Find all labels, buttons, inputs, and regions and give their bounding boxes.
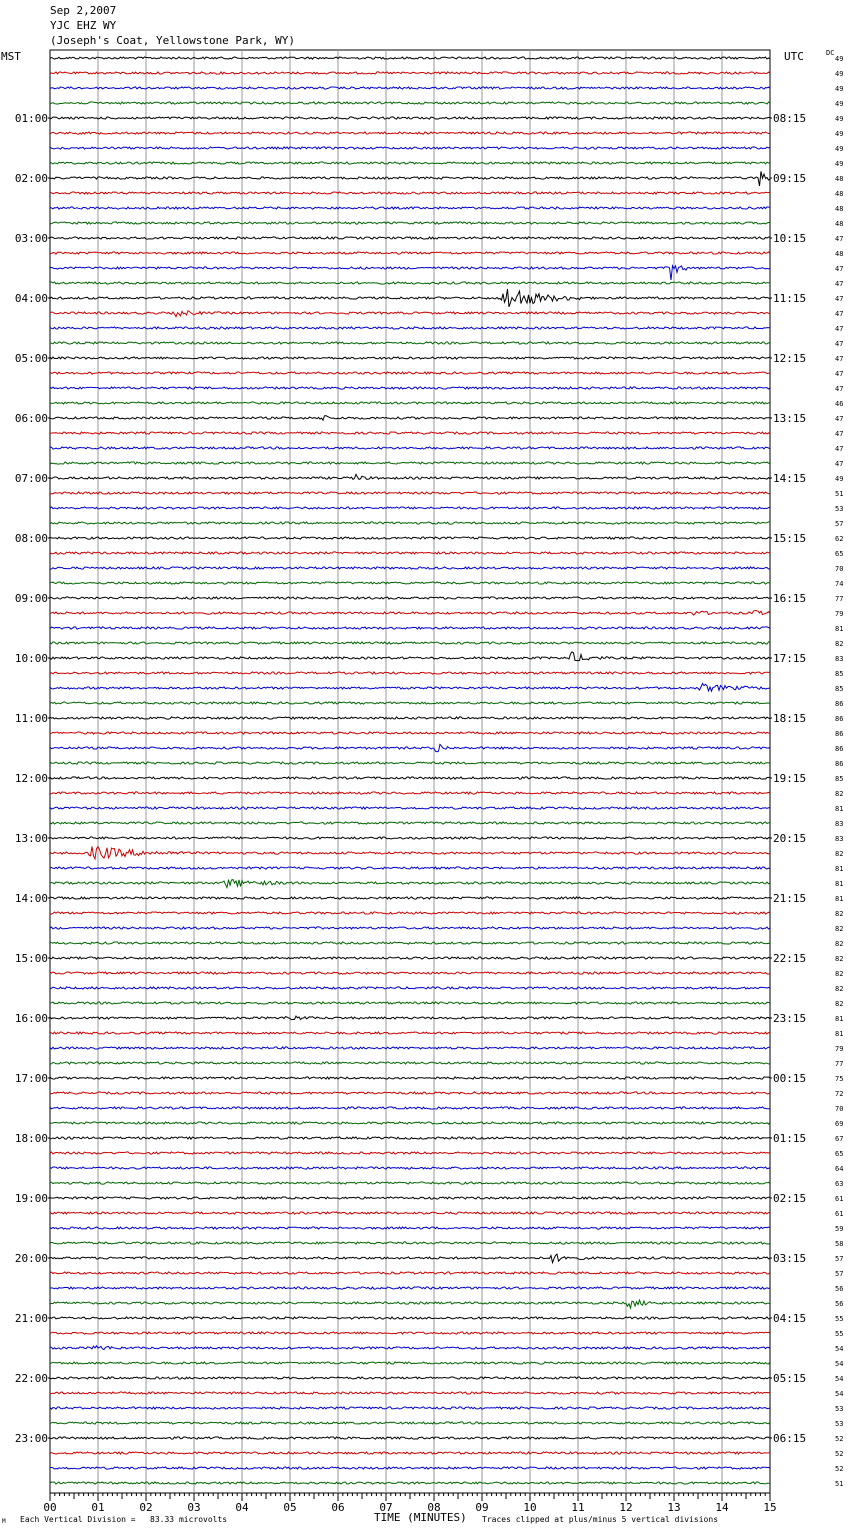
seismic-trace	[50, 642, 770, 644]
dc-offset-label: 79	[835, 1045, 844, 1053]
seismic-trace	[50, 1332, 770, 1334]
mst-time-label: 20:00	[14, 1252, 48, 1265]
seismic-trace	[50, 611, 770, 615]
dc-offset-label: 61	[835, 1195, 844, 1203]
plot-date: Sep 2,2007	[50, 4, 117, 17]
dc-offset-label: 47	[835, 325, 844, 333]
seismic-trace	[50, 567, 770, 569]
left-axis-title: MST	[1, 50, 21, 63]
seismic-trace	[50, 1392, 770, 1394]
dc-offset-label: 85	[835, 670, 844, 678]
dc-offset-label: 85	[835, 775, 844, 783]
dc-offset-label: 82	[835, 640, 844, 648]
seismic-trace	[50, 717, 770, 719]
seismic-trace	[50, 792, 770, 794]
dc-offset-label: 61	[835, 1210, 844, 1218]
seismic-trace	[50, 1152, 770, 1154]
utc-time-label: 06:15	[773, 1432, 807, 1445]
x-tick-label: 09	[475, 1501, 489, 1514]
dc-offset-label: 81	[835, 805, 844, 813]
seismic-trace	[50, 1300, 770, 1308]
dc-offset-label: 65	[835, 550, 844, 558]
dc-offset-label: 46	[835, 400, 844, 408]
dc-offset-label: 49	[835, 70, 844, 78]
utc-time-label: 04:15	[773, 1312, 807, 1325]
seismic-trace	[50, 822, 770, 824]
seismic-trace	[50, 672, 770, 674]
utc-time-label: 10:15	[773, 232, 807, 245]
mst-time-label: 16:00	[14, 1012, 48, 1025]
seismic-trace	[50, 597, 770, 599]
x-tick-label: 14	[715, 1501, 729, 1514]
seismic-trace	[50, 402, 770, 404]
utc-time-label: 18:15	[773, 712, 807, 725]
dc-offset-label: 63	[835, 1180, 844, 1188]
scale-note: Each Vertical Division = 83.33 microvolts	[20, 1515, 228, 1524]
dc-offset-label: 64	[835, 1165, 844, 1173]
dc-offset-label: 49	[835, 115, 844, 123]
dc-offset-label: 81	[835, 1030, 844, 1038]
mst-time-label: 09:00	[14, 592, 48, 605]
seismic-trace	[50, 342, 770, 344]
seismic-trace	[50, 162, 770, 164]
seismic-trace	[50, 522, 770, 524]
seismic-trace	[50, 1197, 770, 1199]
seismic-trace	[50, 171, 770, 186]
seismic-trace	[50, 102, 770, 104]
x-tick-label: 02	[139, 1501, 153, 1514]
dc-offset-label: 49	[835, 85, 844, 93]
dc-offset-label: 81	[835, 895, 844, 903]
station-location: (Joseph's Coat, Yellowstone Park, WY)	[50, 34, 296, 47]
mst-time-label: 07:00	[14, 472, 48, 485]
mst-time-label: 12:00	[14, 772, 48, 785]
dc-offset-label: 55	[835, 1330, 844, 1338]
dc-offset-label: 81	[835, 880, 844, 888]
seismic-trace	[50, 237, 770, 239]
seismic-trace	[50, 627, 770, 629]
seismic-trace	[50, 1287, 770, 1289]
dc-offset-label: 47	[835, 445, 844, 453]
dc-offset-label: 47	[835, 355, 844, 363]
dc-offset-label: 47	[835, 415, 844, 423]
mst-time-label: 21:00	[14, 1312, 48, 1325]
dc-offset-label: 47	[835, 265, 844, 273]
dc-offset-label: 82	[835, 850, 844, 858]
seismic-trace	[50, 987, 770, 989]
seismic-trace	[50, 537, 770, 539]
mst-time-label: 19:00	[14, 1192, 48, 1205]
dc-offset-label: 77	[835, 595, 844, 603]
utc-time-label: 23:15	[773, 1012, 807, 1025]
dc-offset-label: 58	[835, 1240, 844, 1248]
seismic-trace	[50, 432, 770, 434]
mst-time-label: 11:00	[14, 712, 48, 725]
seismic-trace	[50, 1092, 770, 1094]
utc-time-label: 00:15	[773, 1072, 807, 1085]
dc-offset-label: 56	[835, 1300, 844, 1308]
seismic-trace	[50, 1167, 770, 1169]
dc-offset-label: 52	[835, 1435, 844, 1443]
dc-offset-label: 57	[835, 1270, 844, 1278]
dc-offset-label: 82	[835, 1000, 844, 1008]
mst-time-label: 03:00	[14, 232, 48, 245]
seismic-trace	[50, 1422, 770, 1424]
seismic-trace	[50, 1227, 770, 1229]
seismic-trace	[50, 684, 770, 692]
seismic-trace	[50, 1346, 770, 1350]
utc-time-label: 12:15	[773, 352, 807, 365]
mst-time-label: 08:00	[14, 532, 48, 545]
dc-offset-label: 75	[835, 1075, 844, 1083]
mst-time-label: 14:00	[14, 892, 48, 905]
seismic-trace	[50, 1062, 770, 1064]
seismic-trace	[50, 744, 770, 751]
dc-offset-label: 81	[835, 865, 844, 873]
dc-offset-label: 85	[835, 685, 844, 693]
utc-time-label: 05:15	[773, 1372, 807, 1385]
dc-offset-label: 48	[835, 250, 844, 258]
seismic-trace	[50, 1452, 770, 1454]
utc-time-label: 13:15	[773, 412, 807, 425]
utc-time-label: 21:15	[773, 892, 807, 905]
seismic-trace	[50, 132, 770, 134]
dc-offset-label: 49	[835, 130, 844, 138]
dc-offset-label: 82	[835, 940, 844, 948]
seismic-trace	[50, 447, 770, 449]
mst-time-label: 23:00	[14, 1432, 48, 1445]
utc-time-label: 09:15	[773, 172, 807, 185]
mst-time-label: 10:00	[14, 652, 48, 665]
utc-time-label: 15:15	[773, 532, 807, 545]
utc-time-label: 11:15	[773, 292, 807, 305]
dc-offset-label: 82	[835, 910, 844, 918]
dc-offset-label: 53	[835, 1405, 844, 1413]
x-tick-label: 03	[187, 1501, 201, 1514]
x-tick-label: 12	[619, 1501, 633, 1514]
seismic-trace	[50, 327, 770, 329]
x-tick-label: 00	[43, 1501, 57, 1514]
dc-offset-label: 57	[835, 1255, 844, 1263]
utc-time-label: 17:15	[773, 652, 807, 665]
dc-offset-label: 83	[835, 655, 844, 663]
seismic-trace	[50, 1212, 770, 1214]
dc-offset-label: 74	[835, 580, 844, 588]
seismic-trace	[50, 1122, 770, 1124]
seismic-trace	[50, 1272, 770, 1274]
seismic-trace	[50, 732, 770, 734]
dc-offset-label: 47	[835, 235, 844, 243]
seismic-trace	[50, 1016, 770, 1020]
dc-offset-label: 79	[835, 610, 844, 618]
dc-offset-label: 54	[835, 1375, 844, 1383]
seismic-trace	[50, 252, 770, 254]
seismic-trace	[50, 1182, 770, 1184]
mst-time-label: 18:00	[14, 1132, 48, 1145]
utc-time-label: 14:15	[773, 472, 807, 485]
seismic-trace	[50, 282, 770, 284]
seismic-trace	[50, 897, 770, 899]
dc-offset-label: 47	[835, 385, 844, 393]
x-tick-label: 06	[331, 1501, 345, 1514]
dc-offset-label: 72	[835, 1090, 844, 1098]
dc-offset-label: 49	[835, 100, 844, 108]
dc-offset-label: 48	[835, 175, 844, 183]
seismic-trace	[50, 87, 770, 89]
seismic-trace	[50, 837, 770, 839]
seismic-trace	[50, 57, 770, 59]
dc-offset-label: 51	[835, 490, 844, 498]
dc-offset-label: 47	[835, 295, 844, 303]
mst-time-label: 04:00	[14, 292, 48, 305]
dc-offset-label: 49	[835, 145, 844, 153]
seismic-trace	[50, 1107, 770, 1109]
seismic-trace	[50, 912, 770, 914]
dc-offset-label: 53	[835, 505, 844, 513]
dc-offset-label: 47	[835, 430, 844, 438]
dc-offset-label: 49	[835, 55, 844, 63]
utc-time-label: 01:15	[773, 1132, 807, 1145]
dc-offset-label: 56	[835, 1285, 844, 1293]
mst-time-label: 02:00	[14, 172, 48, 185]
dc-offset-label: 54	[835, 1345, 844, 1353]
dc-offset-label: 57	[835, 520, 844, 528]
seismic-trace	[50, 507, 770, 509]
dc-offset-label: 82	[835, 985, 844, 993]
seismic-trace	[50, 207, 770, 209]
seismic-trace	[50, 942, 770, 944]
utc-time-label: 19:15	[773, 772, 807, 785]
dc-offset-label: 49	[835, 160, 844, 168]
x-tick-label: 01	[91, 1501, 105, 1514]
seismic-trace	[50, 582, 770, 584]
seismic-trace	[50, 192, 770, 194]
utc-time-label: 03:15	[773, 1252, 807, 1265]
x-tick-label: 05	[283, 1501, 297, 1514]
dc-offset-label: 83	[835, 820, 844, 828]
seismic-trace	[50, 867, 770, 869]
seismic-trace	[50, 652, 770, 661]
dc-offset-label: 86	[835, 700, 844, 708]
x-tick-label: 10	[523, 1501, 537, 1514]
seismic-trace	[50, 1254, 770, 1263]
x-tick-label: 15	[763, 1501, 777, 1514]
seismic-trace	[50, 474, 770, 479]
x-tick-label: 07	[379, 1501, 393, 1514]
seismic-trace	[50, 927, 770, 929]
seismic-trace	[50, 1377, 770, 1379]
dc-offset-label: 52	[835, 1465, 844, 1473]
utc-time-label: 22:15	[773, 952, 807, 965]
seismic-trace	[50, 1242, 770, 1244]
seismic-trace	[50, 147, 770, 149]
seismic-trace	[50, 266, 770, 280]
seismic-trace	[50, 1137, 770, 1139]
dc-offset-label: 53	[835, 1420, 844, 1428]
dc-offset-label: 59	[835, 1225, 844, 1233]
dc-offset-label: 52	[835, 1450, 844, 1458]
right-axis-title: UTC	[784, 50, 804, 63]
dc-offset-label: 86	[835, 745, 844, 753]
x-tick-label: 11	[571, 1501, 585, 1514]
dc-offset-label: 51	[835, 1480, 844, 1488]
dc-offset-label: 48	[835, 205, 844, 213]
seismic-trace	[50, 1362, 770, 1364]
seismic-trace	[50, 1467, 770, 1469]
dc-offset-label: 47	[835, 460, 844, 468]
seismic-trace	[50, 1002, 770, 1004]
dc-offset-label: 83	[835, 835, 844, 843]
seismic-trace	[50, 1032, 770, 1034]
seismic-trace	[50, 762, 770, 764]
x-tick-label: 13	[667, 1501, 681, 1514]
dc-offset-label: 65	[835, 1150, 844, 1158]
mst-time-label: 06:00	[14, 412, 48, 425]
utc-time-label: 02:15	[773, 1192, 807, 1205]
seismic-trace	[50, 222, 770, 224]
dc-offset-label: 82	[835, 790, 844, 798]
seismic-trace	[50, 1317, 770, 1319]
dc-offset-label: 69	[835, 1120, 844, 1128]
seismic-trace	[50, 777, 770, 779]
dc-offset-label: 47	[835, 370, 844, 378]
dc-offset-label: 48	[835, 220, 844, 228]
mst-time-label: 22:00	[14, 1372, 48, 1385]
x-axis-title: TIME (MINUTES)	[374, 1511, 467, 1524]
seismic-trace	[50, 957, 770, 959]
corner-mark: M	[2, 1518, 6, 1525]
dc-offset-label: 62	[835, 535, 844, 543]
utc-time-label: 16:15	[773, 592, 807, 605]
seismic-trace	[50, 972, 770, 974]
dc-offset-label: 82	[835, 925, 844, 933]
seismic-trace	[50, 1482, 770, 1484]
seismic-trace	[50, 1407, 770, 1409]
dc-offset-label: 47	[835, 310, 844, 318]
dc-offset-label: 70	[835, 1105, 844, 1113]
dc-offset-label: 47	[835, 340, 844, 348]
seismic-trace	[50, 117, 770, 119]
dc-offset-label: 67	[835, 1135, 844, 1143]
dc-offset-label: 86	[835, 730, 844, 738]
dc-offset-label: 47	[835, 280, 844, 288]
seismic-trace	[50, 416, 770, 421]
dc-offset-label: 54	[835, 1360, 844, 1368]
x-tick-label: 04	[235, 1501, 249, 1514]
seismic-trace	[50, 372, 770, 374]
seismic-trace	[50, 1077, 770, 1079]
dc-offset-label: 55	[835, 1315, 844, 1323]
dc-offset-title: DC	[826, 49, 835, 57]
dc-offset-label: 70	[835, 565, 844, 573]
seismic-trace	[50, 289, 770, 307]
dc-offset-label: 54	[835, 1390, 844, 1398]
mst-time-label: 05:00	[14, 352, 48, 365]
dc-offset-label: 49	[835, 475, 844, 483]
utc-time-label: 08:15	[773, 112, 807, 125]
dc-offset-label: 81	[835, 1015, 844, 1023]
seismic-trace	[50, 387, 770, 389]
dc-offset-label: 82	[835, 970, 844, 978]
clip-note: Traces clipped at plus/minus 5 vertical divisions	[482, 1515, 719, 1524]
station-code: YJC EHZ WY	[50, 19, 117, 32]
seismic-trace	[50, 846, 770, 859]
dc-offset-label: 86	[835, 715, 844, 723]
mst-time-label: 17:00	[14, 1072, 48, 1085]
seismic-trace	[50, 552, 770, 554]
seismic-trace	[50, 880, 770, 888]
seismic-trace	[50, 1047, 770, 1049]
mst-time-label: 13:00	[14, 832, 48, 845]
utc-time-label: 20:15	[773, 832, 807, 845]
dc-offset-label: 77	[835, 1060, 844, 1068]
seismic-trace	[50, 807, 770, 809]
seismic-trace	[50, 311, 770, 317]
mst-time-label: 15:00	[14, 952, 48, 965]
seismic-trace	[50, 357, 770, 359]
seismic-trace	[50, 462, 770, 464]
seismic-trace	[50, 1437, 770, 1439]
seismic-trace	[50, 72, 770, 74]
dc-offset-label: 81	[835, 625, 844, 633]
dc-offset-label: 82	[835, 955, 844, 963]
seismic-trace	[50, 492, 770, 494]
dc-offset-label: 86	[835, 760, 844, 768]
mst-time-label: 01:00	[14, 112, 48, 125]
seismic-trace	[50, 702, 770, 704]
x-tick-label: 08	[427, 1501, 441, 1514]
dc-offset-label: 48	[835, 190, 844, 198]
